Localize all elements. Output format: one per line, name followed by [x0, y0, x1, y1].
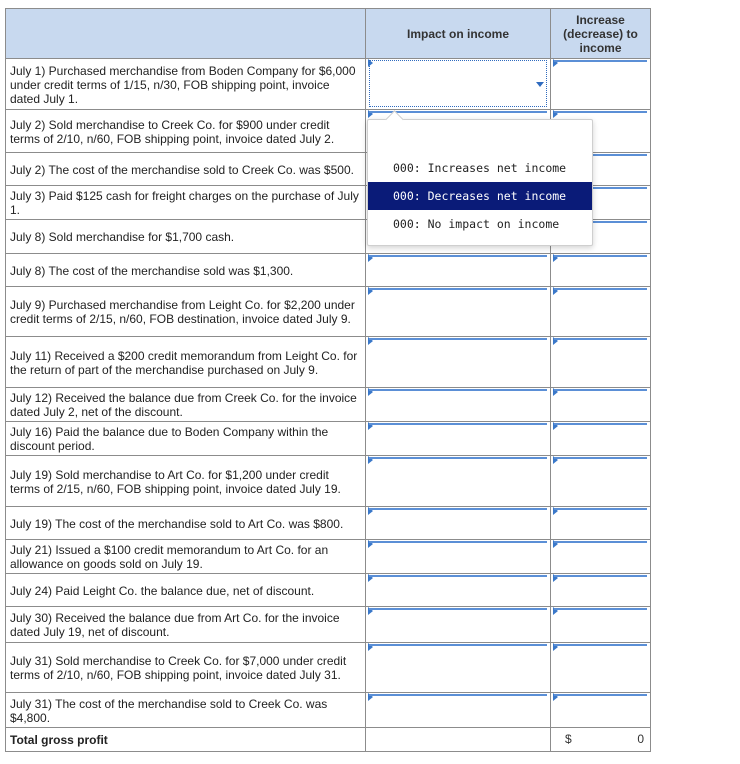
select-box[interactable]: [369, 575, 547, 604]
total-row: [5, 728, 651, 752]
dropdown-option-decreases[interactable]: 000: Decreases net income: [368, 182, 592, 210]
transaction-description: July 30) Received the balance due from Art Co. for the invoice dated July 19, net of discount.: [5, 607, 365, 642]
impact-on-income-select[interactable]: [365, 540, 550, 573]
increase-decrease-input[interactable]: [550, 388, 651, 421]
transaction-description: July 8) The cost of the merchandise sold was $1,300.: [5, 254, 365, 286]
select-box[interactable]: [369, 338, 547, 385]
header-increase-decrease: Increase (decrease) to income: [550, 9, 651, 58]
impact-on-income-select[interactable]: [365, 693, 550, 727]
transaction-description: July 16) Paid the balance due to Boden Company within the discount period.: [5, 422, 365, 455]
increase-decrease-input[interactable]: [550, 456, 651, 506]
transaction-row: [5, 456, 651, 507]
impact-on-income-select[interactable]: [365, 607, 550, 642]
transaction-row: [5, 607, 651, 643]
select-box[interactable]: [369, 60, 547, 107]
increase-decrease-input[interactable]: [550, 693, 651, 727]
increase-decrease-input[interactable]: [550, 643, 651, 692]
amount-input-box[interactable]: [554, 457, 647, 504]
transaction-description: July 19) Sold merchandise to Art Co. for $1,200 under credit terms of 2/15, n/60, FOB shipping point, invoice dated July 19.: [5, 456, 365, 506]
amount-input-box[interactable]: [554, 508, 647, 537]
dropdown-option-increases[interactable]: 000: Increases net income: [393, 161, 567, 175]
impact-on-income-select[interactable]: [365, 254, 550, 286]
amount-input-box[interactable]: [554, 389, 647, 419]
transaction-description: July 2) Sold merchandise to Creek Co. for $900 under credit terms of 2/10, n/60, FOB shipping point, invoice dated July 2.: [5, 110, 365, 152]
increase-decrease-input[interactable]: [550, 422, 651, 455]
select-box[interactable]: [369, 508, 547, 537]
impact-on-income-select[interactable]: [365, 574, 550, 606]
transaction-description: July 3) Paid $125 cash for freight charges on the purchase of July 1.: [5, 186, 365, 219]
impact-on-income-select[interactable]: [365, 507, 550, 539]
amount-input-box[interactable]: [554, 288, 647, 334]
amount-input-box[interactable]: [554, 541, 647, 571]
transaction-row: [5, 507, 651, 540]
header-impact-on-income: Impact on income: [365, 9, 550, 58]
increase-decrease-input[interactable]: [550, 574, 651, 606]
increase-decrease-input[interactable]: [550, 607, 651, 642]
impact-on-income-select[interactable]: [365, 388, 550, 421]
transaction-description: July 19) The cost of the merchandise sold to Art Co. was $800.: [5, 507, 365, 539]
select-box[interactable]: [369, 457, 547, 504]
transaction-description: July 1) Purchased merchandise from Boden Company for $6,000 under credit terms of 1/15, n/30, FOB shipping point, invoice dated July 1.: [5, 59, 365, 109]
amount-input-box[interactable]: [554, 255, 647, 284]
currency-symbol: $: [565, 732, 572, 746]
transaction-row: [5, 337, 651, 388]
transaction-row: [5, 287, 651, 337]
increase-decrease-input[interactable]: [550, 337, 651, 387]
amount-input-box[interactable]: [554, 423, 647, 453]
select-box[interactable]: [369, 608, 547, 640]
impact-on-income-select[interactable]: [365, 337, 550, 387]
increase-decrease-input[interactable]: [550, 59, 651, 109]
dropdown-option-no-impact[interactable]: 000: No impact on income: [393, 217, 560, 231]
total-impact-blank: [365, 728, 550, 751]
transaction-row: [5, 643, 651, 693]
amount-input-box[interactable]: [554, 575, 647, 604]
chevron-down-icon[interactable]: [536, 82, 544, 87]
transaction-description: July 21) Issued a $100 credit memorandum to Art Co. for an allowance on goods sold on July 19.: [5, 540, 365, 573]
amount-input-box[interactable]: [554, 608, 647, 640]
transaction-row: [5, 574, 651, 607]
impact-on-income-select[interactable]: [365, 422, 550, 455]
transaction-row: [5, 693, 651, 728]
select-box[interactable]: [369, 255, 547, 284]
amount-input-box[interactable]: [554, 644, 647, 690]
select-box[interactable]: [369, 389, 547, 419]
select-box[interactable]: [369, 288, 547, 334]
transaction-description: July 2) The cost of the merchandise sold to Creek Co. was $500.: [5, 153, 365, 185]
increase-decrease-input[interactable]: [550, 540, 651, 573]
transaction-row: [5, 59, 651, 110]
increase-decrease-input[interactable]: [550, 287, 651, 336]
transaction-row: [5, 388, 651, 422]
impact-on-income-select[interactable]: [365, 287, 550, 336]
transaction-row: [5, 422, 651, 456]
select-box[interactable]: [369, 694, 547, 725]
transaction-description: July 11) Received a $200 credit memorandum from Leight Co. for the return of part of the merchandise purchased on July 9.: [5, 337, 365, 387]
transaction-description: July 8) Sold merchandise for $1,700 cash.: [5, 220, 365, 253]
amount-input-box[interactable]: [554, 60, 647, 107]
transaction-row: [5, 540, 651, 574]
transaction-description: July 31) Sold merchandise to Creek Co. for $7,000 under credit terms of 2/10, n/60, FOB shipping point, invoice dated July 31.: [5, 643, 365, 692]
table-header: [5, 8, 651, 59]
increase-decrease-input[interactable]: [550, 254, 651, 286]
amount-input-box[interactable]: [554, 694, 647, 725]
select-box[interactable]: [369, 541, 547, 571]
impact-dropdown-menu: [367, 119, 593, 246]
amount-input-box[interactable]: [554, 338, 647, 385]
transaction-description: July 24) Paid Leight Co. the balance due, net of discount.: [5, 574, 365, 606]
transaction-row: [5, 254, 651, 287]
transaction-description: July 31) The cost of the merchandise sold to Creek Co. was $4,800.: [5, 693, 365, 727]
total-gross-profit-value: 0: [637, 732, 644, 746]
header-blank: [5, 9, 365, 58]
total-label: Total gross profit: [5, 728, 365, 751]
select-box[interactable]: [369, 644, 547, 690]
impact-on-income-select[interactable]: [365, 59, 550, 109]
select-box[interactable]: [369, 423, 547, 453]
transaction-description: July 12) Received the balance due from Creek Co. for the invoice dated July 2, net of the discount.: [5, 388, 365, 421]
impact-on-income-select[interactable]: [365, 643, 550, 692]
total-value-cell: [550, 728, 651, 751]
increase-decrease-input[interactable]: [550, 507, 651, 539]
transaction-description: July 9) Purchased merchandise from Leight Co. for $2,200 under credit terms of 2/15, n/60, FOB destination, invoice dated July 9.: [5, 287, 365, 336]
impact-on-income-select[interactable]: [365, 456, 550, 506]
